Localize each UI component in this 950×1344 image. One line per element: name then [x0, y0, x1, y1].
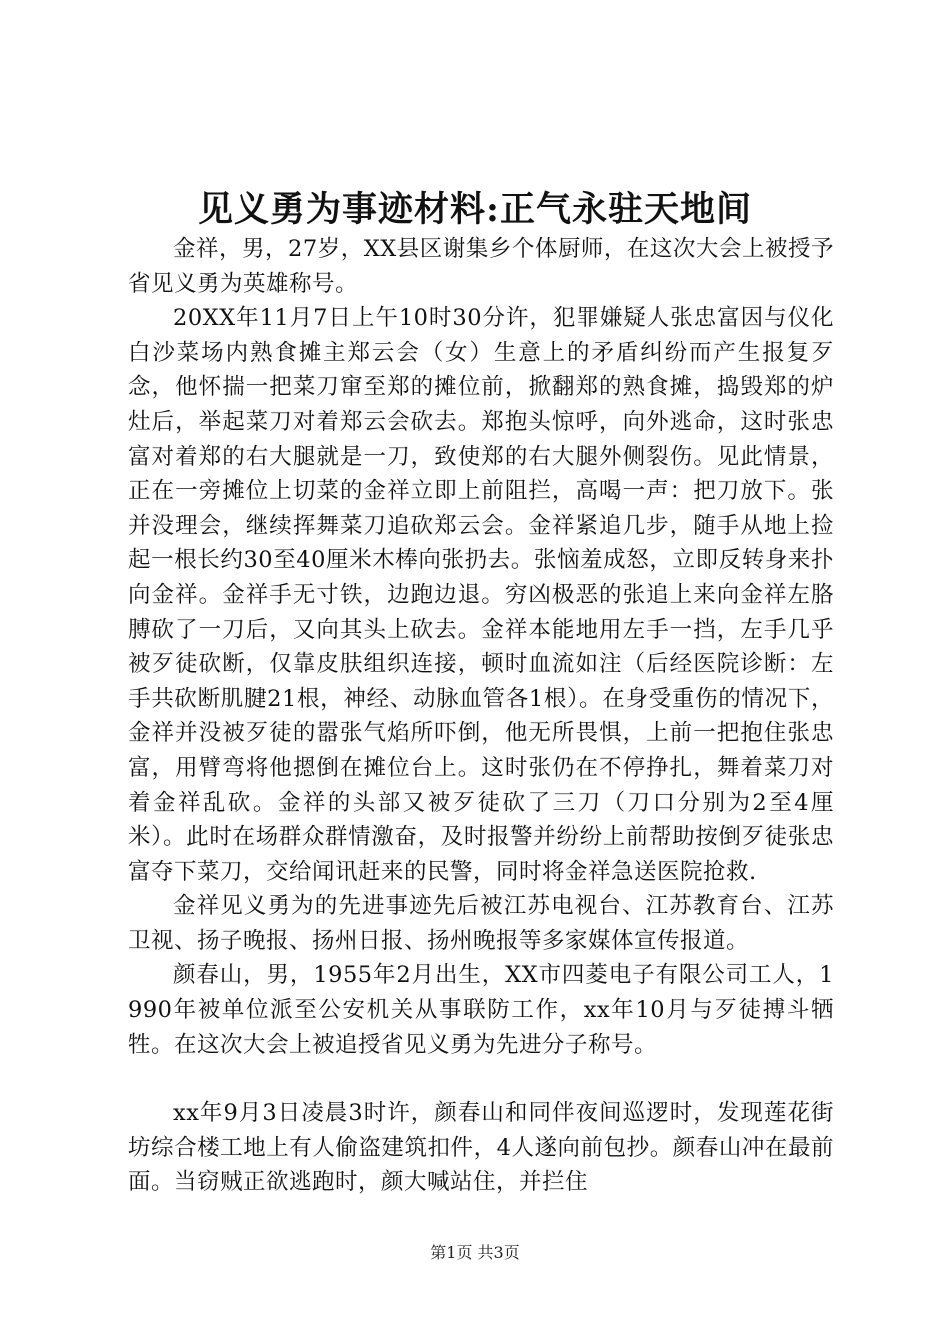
page-title: 见义勇为事迹材料:正气永驻天地间: [198, 189, 752, 230]
paragraph-yanchunshan-incident: xx年9月3日凌晨3时许，颜春山和同伴夜间巡逻时，发现莲花街坊综合楼工地上有人偷盗建筑扣件，4人遂向前包抄。颜春山冲在最前面。当窃贼正欲逃跑时，颜大喊站住，并拦住: [128, 1100, 834, 1196]
paragraph-jinxiang-media: 金祥见义勇为的先进事迹先后被江苏电视台、江苏教育台、江苏卫视、扬子晚报、扬州日报、扬州晚报等多家媒体宣传报道。: [128, 893, 834, 954]
paragraph-jinxiang-intro: 金祥，男，27岁，XX县区谢集乡个体厨师，在这次大会上被授予省见义勇为英雄称号。: [128, 236, 834, 297]
paragraph-spacer: [128, 1062, 834, 1096]
document-body: [128, 232, 834, 1200]
page-footer: 第1页 共3页: [430, 1243, 520, 1262]
paragraph-yanchunshan-intro: 颜春山，男，1955年2月出生，XX市四菱电子有限公司工人，1990年被单位派至公安机关从事联防工作，xx年10月与歹徒搏斗牺牲。在这次大会上被追授省见义勇为先进分子称号。: [128, 962, 834, 1058]
paragraph-jinxiang-incident: 20XX年11月7日上午10时30分许，犯罪嫌疑人张忠富因与仪化白沙菜场内熟食摊主郑云会（女）生意上的矛盾纠纷而产生报复歹念，他怀揣一把菜刀窜至郑的摊位前，掀翻郑的熟食摊，捣毁郑的炉灶后，举起菜刀对着郑云会砍去。郑抱头惊呼，向外逃命，这时张忠富对着郑的右大腿就是一刀，致使郑的右大腿外侧裂伤。见此情景，正在一旁摊位上切菜的金祥立即上前阻拦，高喝一声：把刀放下。张并没理会，继续挥舞菜刀追砍郑云会。金祥紧追几步，随手从地上捡起一根长约30至40厘米木棒向张扔去。张恼羞成怒，立即反转身来扑向金祥。金祥手无寸铁，边跑边退。穷凶极恶的张追上来向金祥左胳膊砍了一刀后，又向其头上砍去。金祥本能地用左手一挡，左手几乎被歹徒砍断，仅靠皮肤组织连接，顿时血流如注（后经医院诊断：左手共砍断肌腱21根，神经、动脉血管各1根）。在身受重伤的情况下，金祥并没被歹徒的嚣张气焰所吓倒，他无所畏惧，上前一把抱住张忠富，用臂弯将他摁倒在摊位台上。这时张仍在不停挣扎，舞着菜刀对着金祥乱砍。金祥的头部又被歹徒砍了三刀（刀口分别为2至4厘米）。此时在场群众群情激奋，及时报警并纷纷上前帮助按倒歹徒张忠富夺下菜刀，交给闻讯赶来的民警，同时将金祥急送医院抢救.: [128, 305, 834, 885]
